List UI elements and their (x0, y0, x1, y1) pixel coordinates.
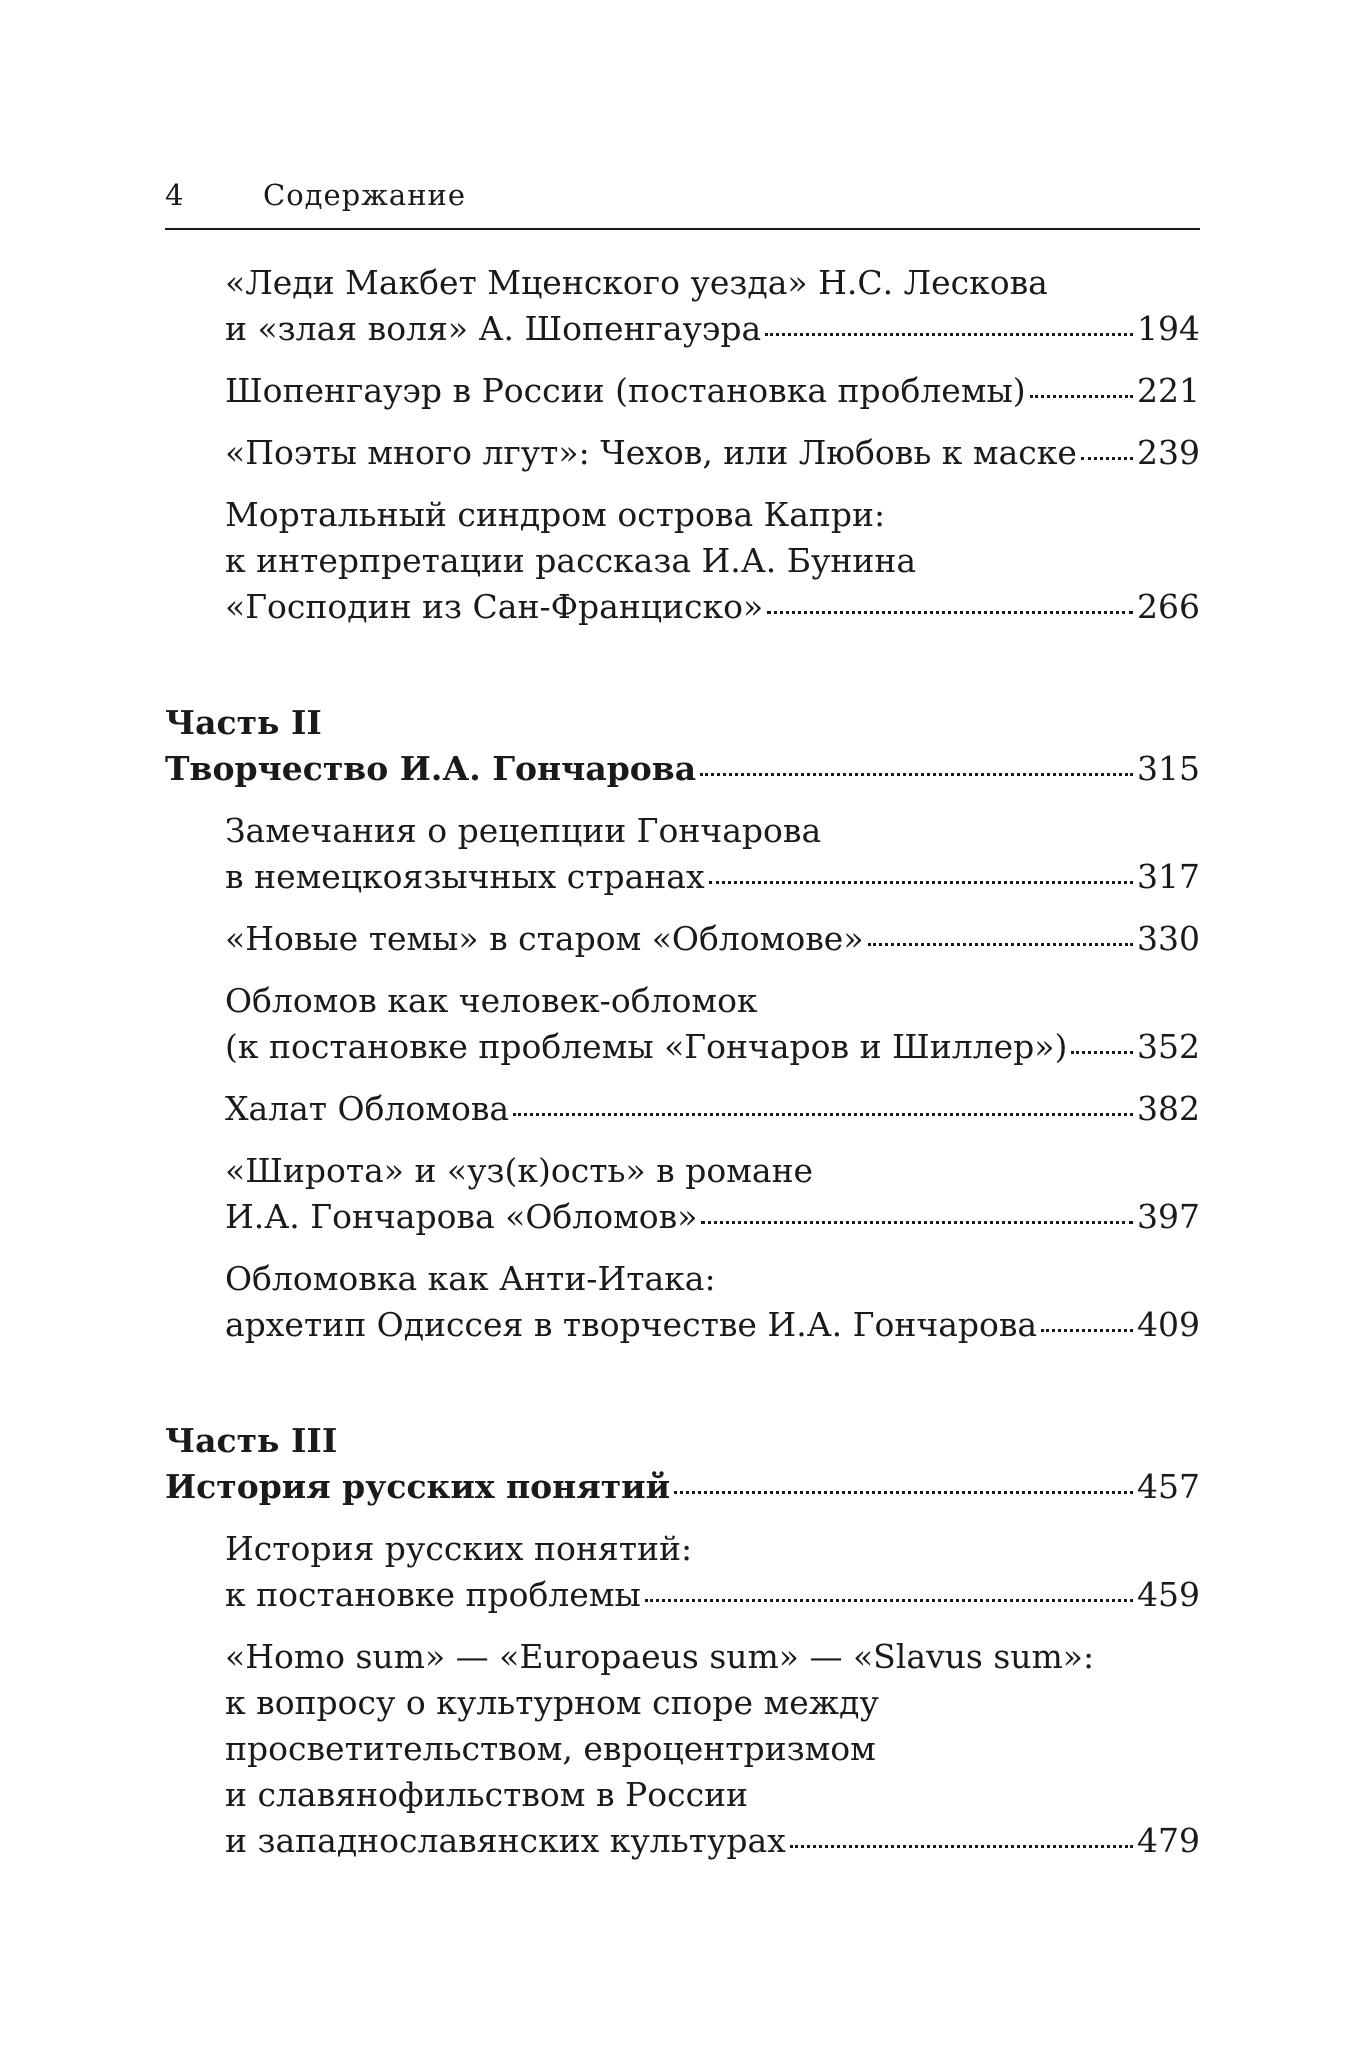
leader-dots (709, 881, 1133, 884)
toc-entry-title: «Поэты много лгут»: Чехов, или Любовь к маске (225, 433, 1077, 472)
toc-entry-page: 330 (1137, 919, 1200, 958)
leader-dots (790, 1845, 1133, 1848)
toc-entry (165, 1086, 1200, 1132)
part1-entries (165, 260, 1200, 630)
leader-dots (1071, 1051, 1133, 1054)
toc-entry-line: История русских понятий: (225, 1529, 693, 1568)
toc-entry-last-line (225, 1818, 1200, 1864)
toc-entry (165, 1526, 1200, 1618)
toc-entry-line: Обломов как человек-обломок (225, 981, 758, 1020)
leader-dots (765, 333, 1133, 336)
toc-entry-last-line (225, 306, 1200, 352)
part3-entries (165, 1526, 1200, 1864)
toc-entry-page: 266 (1137, 587, 1200, 626)
page-number: 4 (165, 178, 185, 212)
part3-title-row (165, 1464, 1200, 1510)
part3-block (165, 1418, 1200, 1864)
toc-entry (165, 1256, 1200, 1348)
toc-entry-page: 397 (1137, 1197, 1200, 1236)
toc-entry-line: просветительством, евроцентризмом (225, 1729, 876, 1768)
toc-entry-page: 409 (1137, 1305, 1200, 1344)
part2-entries (165, 808, 1200, 1348)
leader-dots (513, 1113, 1133, 1116)
toc-entry-page: 479 (1137, 1821, 1200, 1860)
part2-title: Творчество И.А. Гончарова (165, 749, 697, 788)
toc-entry-last-line (225, 1572, 1200, 1618)
toc-entry (165, 1148, 1200, 1240)
toc-entry-line: «Широта» и «уз(к)ость» в романе (225, 1151, 814, 1190)
section-title: Содержание (263, 178, 467, 212)
leader-dots (1030, 395, 1133, 398)
toc-entry-title: и «злая воля» А. Шопенгауэра (225, 309, 762, 348)
toc-entry-last-line (225, 1302, 1200, 1348)
leader-dots (1081, 457, 1133, 460)
toc-entry-page: 194 (1137, 309, 1200, 348)
toc-entry-page: 352 (1137, 1027, 1200, 1066)
leader-dots (1041, 1329, 1133, 1332)
toc-entry-last-line (225, 916, 1200, 962)
part2-block (165, 700, 1200, 1348)
toc-entry-title: к постановке проблемы (225, 1575, 641, 1614)
leader-dots (868, 943, 1133, 946)
toc-entry-line: к интерпретации рассказа И.А. Бунина (225, 541, 917, 580)
part3-page: 457 (1137, 1467, 1200, 1506)
part2-title-row (165, 746, 1200, 792)
toc-entry-line: Мортальный синдром острова Капри: (225, 495, 886, 534)
toc-entry-title: «Господин из Сан-Франциско» (225, 587, 764, 626)
toc-entry-last-line (225, 1086, 1200, 1132)
part2-heading (165, 700, 1200, 792)
leader-dots (645, 1599, 1133, 1602)
leader-dots (674, 1491, 1133, 1494)
toc-entry-title: «Новые темы» в старом «Обломове» (225, 919, 864, 958)
toc-entry-last-line (225, 430, 1200, 476)
part2-page: 315 (1137, 749, 1200, 788)
leader-dots (767, 611, 1133, 614)
part3-label: Часть III (165, 1421, 338, 1460)
toc-entry (165, 916, 1200, 962)
toc-entry-line: и славянофильством в России (225, 1775, 749, 1814)
toc-entry-title: Халат Обломова (225, 1089, 510, 1128)
table-of-contents (165, 260, 1200, 1880)
toc-entry-page: 382 (1137, 1089, 1200, 1128)
toc-entry-title: (к постановке проблемы «Гончаров и Шиллер») (225, 1027, 1068, 1066)
part3-heading (165, 1418, 1200, 1510)
toc-entry (165, 430, 1200, 476)
toc-entry-last-line (225, 1194, 1200, 1240)
toc-entry (165, 492, 1200, 630)
toc-entry-last-line (225, 584, 1200, 630)
toc-entry-page: 221 (1137, 371, 1200, 410)
toc-entry-title: Шопенгауэр в России (постановка проблемы) (225, 371, 1026, 410)
toc-entry (165, 260, 1200, 352)
toc-entry-last-line (225, 854, 1200, 900)
toc-entry-title: И.А. Гончарова «Обломов» (225, 1197, 698, 1236)
part3-title: История русских понятий (165, 1467, 671, 1506)
toc-entry (165, 978, 1200, 1070)
toc-entry-line: к вопросу о культурном споре между (225, 1683, 879, 1722)
toc-entry-page: 317 (1137, 857, 1200, 896)
toc-entry (165, 808, 1200, 900)
toc-entry-page: 239 (1137, 433, 1200, 472)
toc-entry-line: Обломовка как Анти-Итака: (225, 1259, 716, 1298)
toc-entry-title: и западнославянских культурах (225, 1821, 786, 1860)
running-head (165, 178, 1200, 230)
toc-entry (165, 368, 1200, 414)
leader-dots (700, 773, 1133, 776)
leader-dots (701, 1221, 1133, 1224)
toc-entry-title: архетип Одиссея в творчестве И.А. Гончарова (225, 1305, 1038, 1344)
toc-entry-last-line (225, 1024, 1200, 1070)
toc-entry-line: Замечания о рецепции Гончарова (225, 811, 822, 850)
toc-entry-line: «Леди Макбет Мценского уезда» Н.С. Лескова (225, 263, 1048, 302)
toc-entry-last-line (225, 368, 1200, 414)
toc-entry (165, 1634, 1200, 1864)
toc-entry-page: 459 (1137, 1575, 1200, 1614)
part2-label: Часть II (165, 703, 322, 742)
toc-entry-line: «Homo sum» — «Europaeus sum» — «Slavus sum»: (225, 1637, 1095, 1676)
toc-entry-title: в немецкоязычных странах (225, 857, 705, 896)
